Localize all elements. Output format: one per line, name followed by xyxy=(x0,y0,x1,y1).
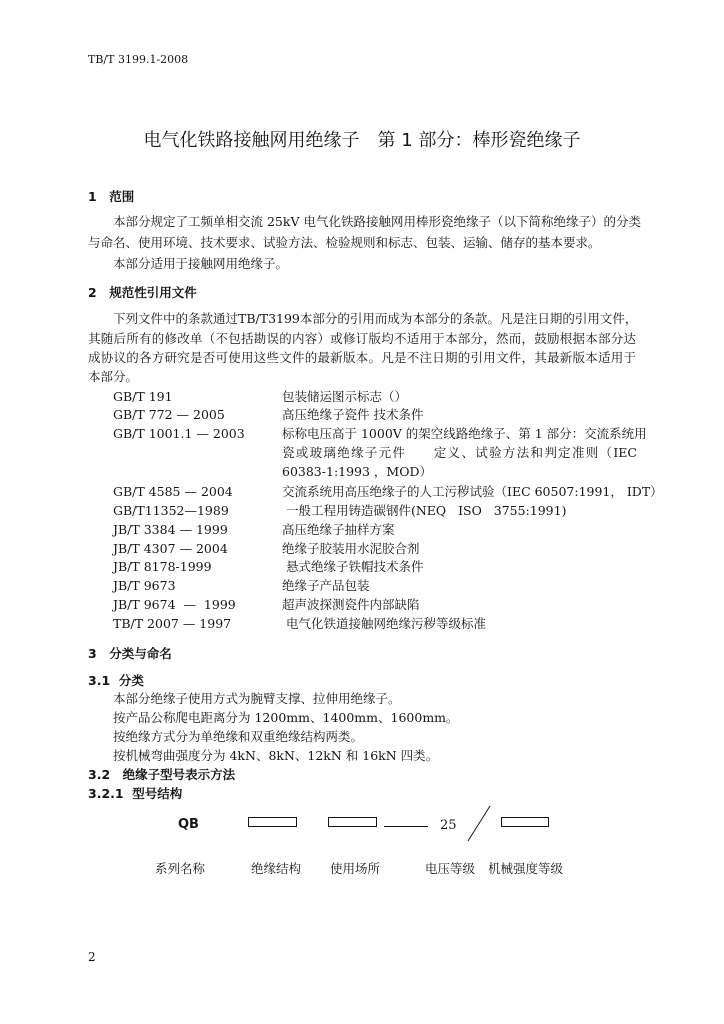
ref-title: 绝缘子胶装用水泥胶合剂 xyxy=(282,541,420,556)
ref-title: 高压绝缘子瓷件 技术条件 xyxy=(282,407,424,422)
references-intro-line: 其随后所有的修改单（不包括勘误的内容）或修订版均不适用于本部分，然而，鼓励根据本部分达 xyxy=(88,331,636,346)
standard-number-header: TB/T 3199.1-2008 xyxy=(88,53,189,66)
label-voltage-grade: 电压等级 xyxy=(425,861,476,876)
ref-title: 高压绝缘子抽样方案 xyxy=(282,522,395,537)
label-series-name: 系列名称 xyxy=(155,861,206,876)
section-heading-classification: 3 分类与命名 xyxy=(88,646,172,661)
ref-code: JB/T 9674 — 1999 xyxy=(113,597,236,612)
ref-title: 悬式绝缘子铁帽技术条件 xyxy=(282,559,424,574)
ref-code: JB/T 3384 — 1999 xyxy=(113,522,228,537)
ref-title: 60383-1:1993 ，MOD） xyxy=(282,464,433,479)
ref-title: 电气化铁道接触网绝缘污秽等级标准 xyxy=(282,616,486,631)
insulation-structure-box xyxy=(249,818,297,827)
section-heading-references: 2 规范性引用文件 xyxy=(88,285,197,300)
section-heading-scope: 1 范围 xyxy=(88,189,135,204)
ref-title: 包装储运图示标志（） xyxy=(282,389,408,404)
ref-title: 绝缘子产品包装 xyxy=(282,578,370,593)
scope-paragraph-line: 本部分规定了工频单相交流 25kV 电气化铁路接触网用棒形瓷绝缘子（以下简称绝缘子）的分类 xyxy=(113,214,641,229)
ref-code: GB/T 4585 — 2004 xyxy=(113,484,233,499)
subsection-heading-3-2: 3.2 绝缘子型号表示方法 xyxy=(88,767,236,782)
page-number: 2 xyxy=(88,950,96,964)
classification-line: 本部分绝缘子使用方式为腕臂支撑、拉伸用绝缘子。 xyxy=(113,691,401,706)
model-structure-diagram xyxy=(150,800,570,850)
label-use-location: 使用场所 xyxy=(330,861,381,876)
ref-code: GB/T11352—1989 xyxy=(113,503,229,518)
label-mechanical-strength-grade: 机械强度等级 xyxy=(488,861,564,876)
label-insulation-structure: 绝缘结构 xyxy=(251,861,302,876)
ref-code: GB/T 1001.1 — 2003 xyxy=(113,426,245,441)
ref-code: JB/T 4307 — 2004 xyxy=(113,541,228,556)
subsection-heading-3-1: 3.1 分类 xyxy=(88,673,144,688)
scope-applicability: 本部分适用于接触网用绝缘子。 xyxy=(113,256,289,271)
separator-slash xyxy=(468,806,490,841)
ref-code: TB/T 2007 — 1997 xyxy=(113,616,232,631)
ref-title: 交流系统用高压绝缘子的人工污秽试验（IEC 60507:1991， IDT） xyxy=(282,484,663,499)
ref-code: JB/T 9673 xyxy=(113,578,176,593)
scope-paragraph-line: 与命名、使用环境、技术要求、试验方法、检验规则和标志、包装、运输、储存的基本要求。 xyxy=(88,235,601,250)
classification-line: 按机械弯曲强度分为 4kN、8kN、12kN 和 16kN 四类。 xyxy=(113,748,439,763)
mechanical-strength-box xyxy=(502,818,549,827)
ref-code: GB/T 772 — 2005 xyxy=(113,407,225,422)
references-intro-line: 本部分。 xyxy=(88,369,139,384)
references-intro-line: 成协议的各方研究是否可使用这些文件的最新版本。凡是不注日期的引用文件，其最新版本适用于 xyxy=(88,350,636,365)
ref-code: JB/T 8178-1999 xyxy=(113,559,212,574)
classification-line: 按绝缘方式分为单绝缘和双重绝缘结构两类。 xyxy=(113,729,364,744)
use-location-box xyxy=(329,818,377,827)
voltage-code: 25 xyxy=(440,818,457,833)
ref-title: 标称电压高于 1000V 的架空线路绝缘子、第 1 部分：交流系统用 xyxy=(282,426,647,441)
ref-title: 瓷或玻璃绝缘子元件 定义、试验方法和判定准则（IEC xyxy=(282,445,637,460)
document-title: 电气化铁路接触网用绝缘子 第 1 部分：棒形瓷绝缘子 xyxy=(143,130,581,151)
subsection-heading-3-2-1: 3.2.1 型号结构 xyxy=(88,786,183,801)
model-prefix: QB xyxy=(178,817,199,832)
references-intro-line: 下列文件中的条款通过TB/T3199本部分的引用而成为本部分的条款。凡是注日期的引用文件， xyxy=(113,311,638,326)
ref-title: 一般工程用铸造碳钢件(NEQ ISO 3755:1991) xyxy=(282,503,567,518)
ref-title: 超声波探测瓷件内部缺陷 xyxy=(282,597,420,612)
ref-code: GB/T 191 xyxy=(113,389,173,404)
classification-line: 按产品公称爬电距离分为 1200mm、1400mm、1600mm。 xyxy=(113,710,459,725)
